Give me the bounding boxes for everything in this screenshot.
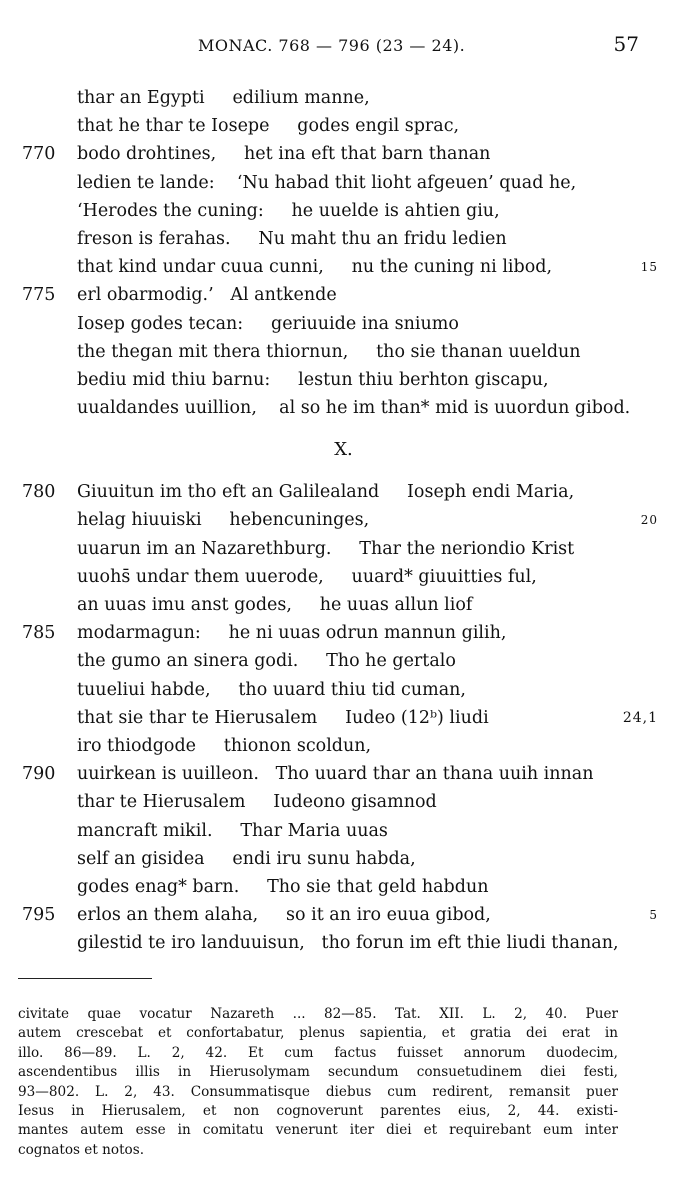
verse-text: erl obarmodig.’ Al antkende [77, 285, 337, 306]
verse-text: modarmagun: he ni uuas odrun mannun gilih, [77, 623, 507, 644]
verse-text: self an gisidea endi iru sunu habda, [77, 848, 416, 869]
section-heading [0, 422, 687, 478]
margin-reference: 15 [640, 260, 658, 275]
verse-line [0, 676, 687, 704]
verse-line [0, 366, 687, 394]
footnote-line: ascendentibus illis in Hierusolymam secundum consuetudinem diei festi, [18, 1064, 618, 1081]
margin-reference: 24,1 [622, 709, 658, 726]
page-number: 57 [613, 32, 639, 56]
footnote-line: illo. 86—89. L. 2, 42. Et cum factus fuisset annorum duodecim, [18, 1044, 618, 1061]
verse-line [0, 817, 687, 845]
verse-number: 785 [22, 623, 56, 644]
verse-text: ‘Herodes the cuning: he uuelde is ahtien giu, [77, 200, 500, 221]
verse-line [0, 338, 687, 366]
verse-text: thar te Hierusalem Iudeono gisamnod [77, 792, 437, 813]
verse-text: uuirkean is uuilleon. Tho uuard thar an thana uuih innan [77, 764, 594, 785]
verse-number: 795 [22, 905, 56, 926]
verse-text: uuarun im an Nazarethburg. Thar the neriondio Krist [77, 538, 575, 559]
verse-number: 770 [22, 144, 56, 165]
verse-text: Iosep godes tecan: geriuuide ina sniumo [77, 313, 459, 334]
verse-line [0, 845, 687, 873]
verse-line [0, 929, 687, 957]
verse-line [0, 394, 687, 422]
verse-line [0, 140, 687, 168]
verse-line [0, 873, 687, 901]
verses-after-section [0, 478, 687, 957]
verse-line [0, 112, 687, 140]
footnote-line: Iesus in Hierusalem, et non cognoverunt parentes eius, 2, 44. existi- [18, 1103, 618, 1120]
verse-text: uualdandes uuillion, al so he im than* mid is uuordun gibod. [77, 398, 631, 419]
verse-block [0, 84, 687, 957]
verse-line [0, 84, 687, 112]
verse-line [0, 225, 687, 253]
verse-text: thar an Egypti edilium manne, [77, 88, 370, 108]
footnote-rule [18, 978, 152, 979]
verse-text: uuohs̄ undar them uuerode, uuard* giuuitties ful, [77, 566, 537, 587]
verse-line [0, 281, 687, 309]
verse-text: Giuuitun im tho eft an Galilealand Ioseph endi Maria, [77, 482, 575, 503]
verse-line [0, 169, 687, 197]
verse-line [0, 535, 687, 563]
verse-text: that kind undar cuua cunni, nu the cuning ni libod, [77, 257, 553, 278]
verse-text: godes enag* barn. Tho sie that geld habdun [77, 876, 489, 897]
footnote-line: 93—802. L. 2, 43. Consummatisque diebus cum redirent, remansit puer [18, 1083, 618, 1100]
footnote-line: mantes autem esse in comitatu venerunt iter diei et requirebant eum inter [18, 1122, 618, 1139]
verse-text: gilestid te iro landuuisun, tho forun im eft thie liudi thanan, [77, 933, 619, 954]
verse-line [0, 619, 687, 647]
verse-line [0, 647, 687, 675]
verse-text: tuueliui habde, tho uuard thiu tid cuman, [77, 679, 466, 700]
verse-line [0, 253, 687, 281]
verse-text: bodo drohtines, het ina eft that barn thanan [77, 144, 491, 165]
verse-text: that he thar te Iosepe godes engil sprac, [77, 116, 460, 137]
verse-text: erlos an them alaha, so it an iro euua gibod, [77, 905, 491, 926]
verse-line [0, 760, 687, 788]
verse-text: iro thiodgode thionon scoldun, [77, 735, 372, 756]
footnote-line: autem crescebat et confortabatur, plenus sapientia, et gratia dei erat in [18, 1025, 618, 1042]
footnote-line: cognatos et notos. [18, 1141, 145, 1158]
verse-line [0, 591, 687, 619]
verse-line [0, 901, 687, 929]
running-title: MONAC. 768 — 796 (23 — 24). [198, 36, 466, 55]
verse-line [0, 310, 687, 338]
verse-text: mancraft mikil. Thar Maria uuas [77, 820, 388, 841]
verse-number: 775 [22, 285, 56, 306]
verses-before-section [0, 84, 687, 422]
section-heading-text: X. [334, 439, 353, 461]
footnotes [18, 1005, 618, 1160]
verse-line [0, 478, 687, 506]
verse-line [0, 704, 687, 732]
page-header [0, 32, 687, 60]
verse-text: an uuas imu anst godes, he uuas allun liof [77, 595, 473, 615]
verse-number: 780 [22, 482, 56, 503]
verse-text: the thegan mit thera thiornun, tho sie thanan uueldun [77, 341, 581, 362]
verse-number: 790 [22, 764, 56, 785]
verse-line [0, 788, 687, 816]
verse-text: bediu mid thiu barnu: lestun thiu berhton giscapu, [77, 369, 549, 390]
verse-text: freson is ferahas. Nu maht thu an fridu ledien [77, 228, 507, 249]
verse-line [0, 506, 687, 534]
verse-line [0, 563, 687, 591]
verse-text: ledien te lande: ‘Nu habad thit lioht afgeuen’ quad he, [77, 172, 577, 193]
verse-text: helag hiuuiski hebencuninges, [77, 510, 370, 531]
margin-reference: 20 [640, 513, 658, 528]
verse-line [0, 732, 687, 760]
verse-text: that sie thar te Hierusalem Iudeo (12ᵇ) liudi [77, 707, 489, 728]
verse-text: the gumo an sinera godi. Tho he gertalo [77, 651, 456, 672]
verse-line [0, 197, 687, 225]
margin-reference: 5 [649, 908, 658, 923]
footnote-line: civitate quae vocatur Nazareth ... 82—85. Tat. XII. L. 2, 40. Puer [18, 1006, 618, 1022]
